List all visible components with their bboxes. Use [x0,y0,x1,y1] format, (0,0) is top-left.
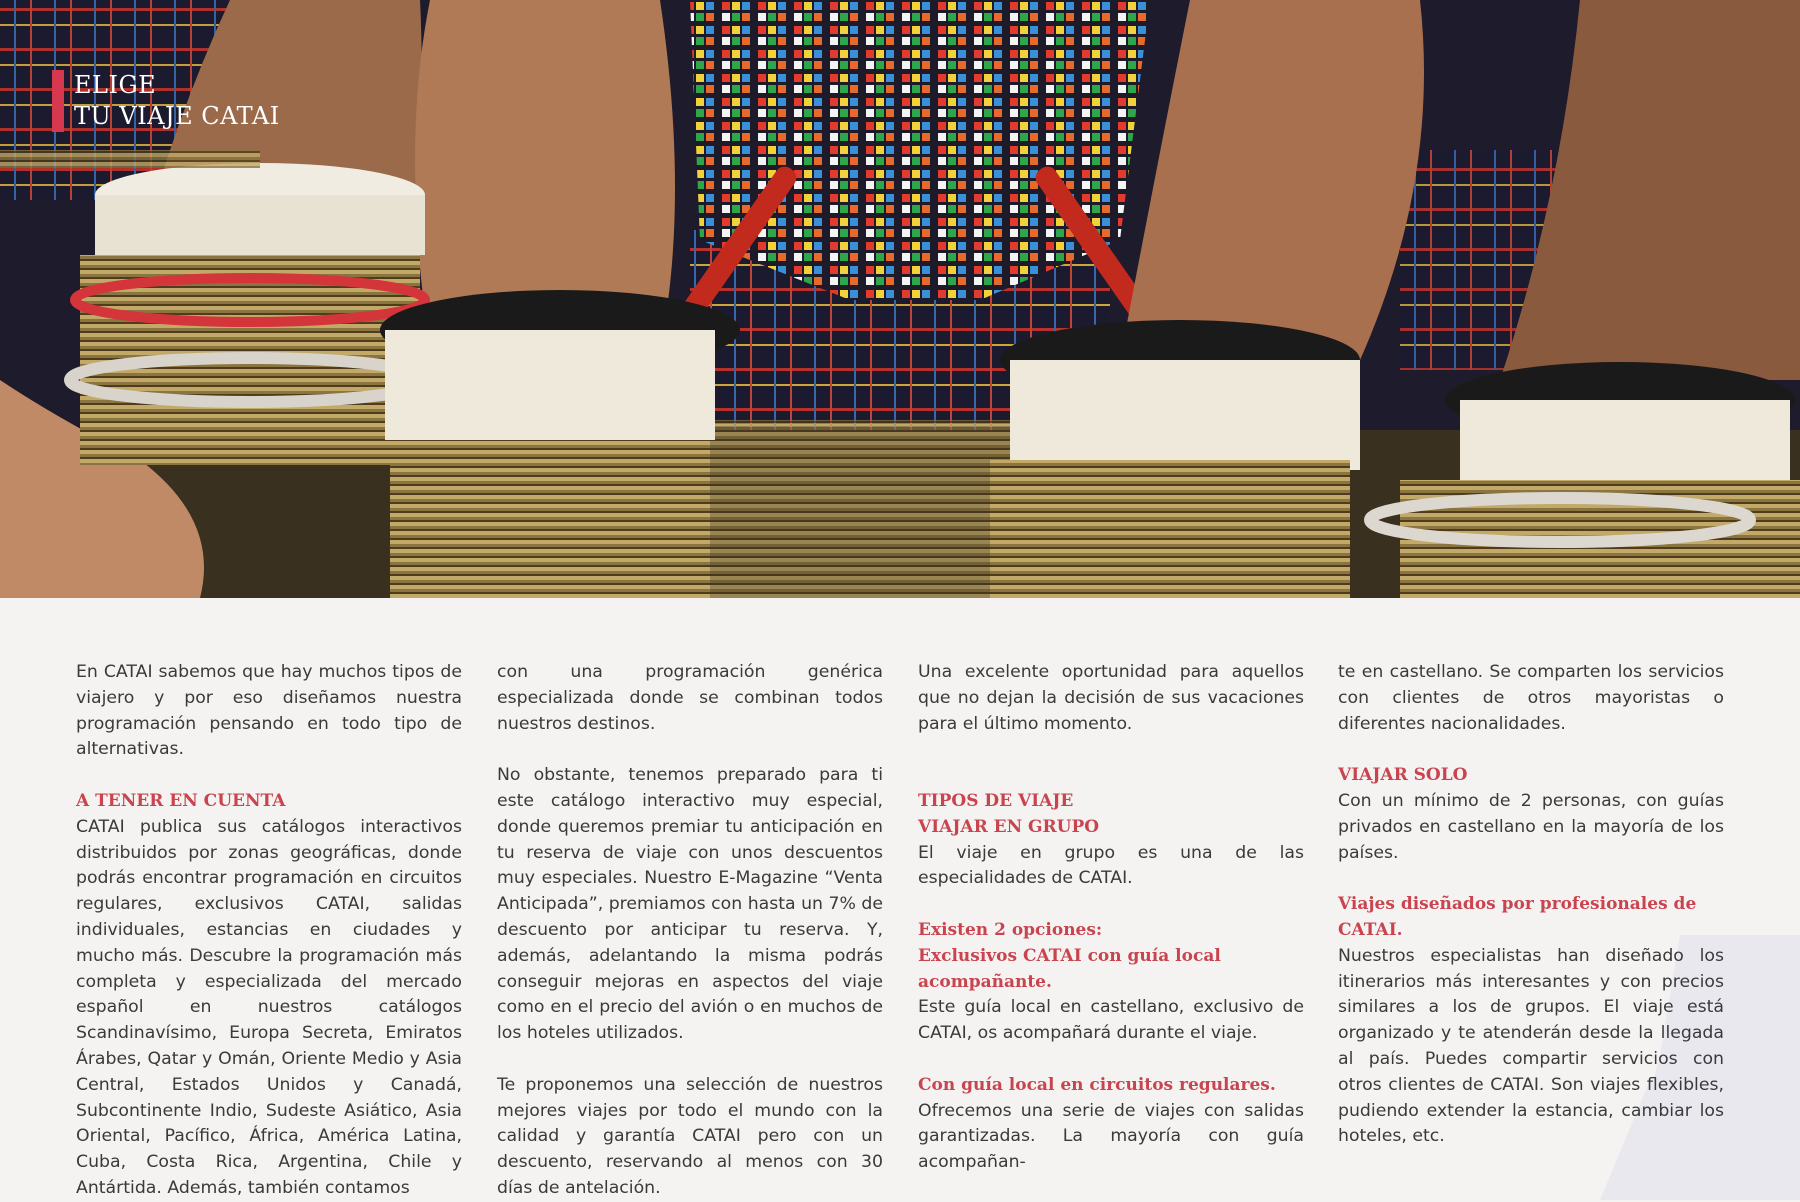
option-2-title: Con guía local en circuitos regulares. [918,1074,1276,1095]
paragraph-1: te en castellano. Se comparten los servicios con clientes de otros mayoristas o diferentes nacionalidades. [1338,662,1724,734]
hero-photo [0,0,1800,598]
subheading-viajes-disenados: Viajes diseñados por profesionales de CATAI. [1338,894,1697,940]
paragraph-2: Con un mínimo de 2 personas, con guías privados en castellano en la mayoría de los países. [1338,790,1724,863]
paragraph-2: No obstante, tenemos preparado para ti este catálogo interactivo muy especial, donde queremos premiar tu anticipación en tu reserva de viaje con unos descuentos muy especiales. Nuestro E-Magazine “Venta Anticipada”, premiamos con hasta un 7% de descuento por anticipar tu reserva. Y, además, adelantando la misma podrás conseguir mejoras en aspectos del viaje como en el precio del avión o en muchos de los hoteles utilizados. [497,765,884,1044]
text-column-3 [918,660,1304,1176]
heading-viajar-solo: VIAJAR SOLO [1338,765,1468,786]
heading-a-tener-en-cuenta: A TENER EN CUENTA [76,790,286,811]
intro-paragraph: En CATAI sabemos que hay muchos tipos de viajero y por eso diseñamos nuestra programación pensando en todo tipo de alternativas. [76,662,462,760]
paragraph-1: Una excelente oportunidad para aquellos que no dejan la decisión de sus vacaciones para el último momento. [918,662,1304,734]
paragraph-3: Te proponemos una selección de nuestros mejores viajes por todo el mundo con la calidad y garantía CATAI pero con un descuento, reservando al menos con 30 días de antelación. [497,1074,883,1198]
paragraph-3: Nuestros especialistas han diseñado los itinerarios más interesantes y con precios similares a los de grupos. El viaje está organizado y te atenderán desde la llegada al país. Puedes compartir servicios con otros clientes de CATAI. Son viajes flexibles, pudiendo extender la estancia, cambiar los hoteles, etc. [1338,945,1724,1147]
text-column-4 [1338,660,1724,1150]
text-column-1 [76,660,462,1202]
option-1-body: Este guía local en castellano, exclusivo de CATAI, os acompañará durante el viaje. [918,997,1304,1044]
option-1-title: Exclusivos CATAI con guía local acompañante. [918,945,1221,992]
heading-viajar-en-grupo: VIAJAR EN GRUPO [918,816,1100,837]
body-paragraph: CATAI publica sus catálogos interactivos distribuidos por zonas geográficas, donde podrás encontrar programación en circuitos regulares, exclusivos CATAI, salidas individuales, estancias en ciudades y mucho más. Descubre la programación más completa y especializada del mercado español en nuestros catálogos Scandinavísimo, Europa Secreta, Emiratos Árabes, Qatar y Omán, Oriente Medio y Asia Central, Estados Unidos y Canadá, Subcontinente Indio, Sudeste Asiático, Asia Oriental, Pacífico, África, América Latina, Cuba, Costa Rica, Argentina, Chile y Antártida. Además, también contamos [76,816,462,1198]
hero-title [52,70,280,132]
heading-tipos-de-viaje: TIPOS DE VIAJE [918,790,1074,811]
paragraph-1: con una programación genérica especializada donde se combinan todos nuestros destinos. [497,662,883,734]
hero-title-line1: ELIGE [74,71,157,99]
paragraph-2: El viaje en grupo es una de las especialidades de CATAI. [918,842,1304,889]
option-2-body: Ofrecemos una serie de viajes con salidas garantizadas. La mayoría con guía acompañan- [918,1100,1304,1173]
options-title: Existen 2 opciones: [918,919,1103,940]
hero-title-line2: TU VIAJE CATAI [74,102,280,130]
text-column-2 [497,660,883,1202]
